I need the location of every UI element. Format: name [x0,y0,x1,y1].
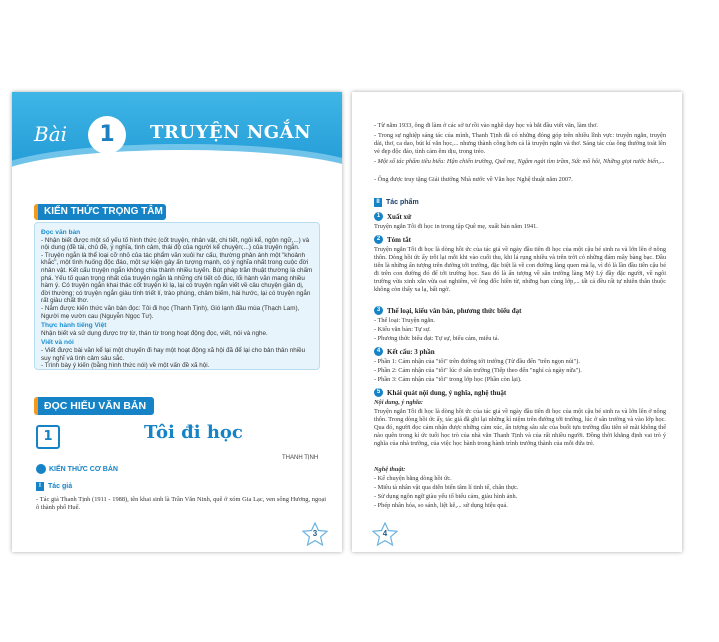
page-number-right: 4 [382,529,388,538]
overview-heading-row [374,388,506,397]
author-section-row [36,482,72,491]
genre-line-2: - Kiểu văn bản: Tự sự. [374,326,431,333]
genre-line-3: - Phương thức biểu đạt: Tự sự, biểu cảm, miêu tả. [374,335,500,342]
art-line-2: - Miêu tả nhân vật qua diễn biến tâm lí tinh tế, chân thực. [374,484,519,491]
origin-label: Xuất xứ [387,212,412,221]
art-line-4: - Phép nhân hóa, so sánh, liệt kê,... sử dụng hiệu quả. [374,502,508,509]
key-knowledge-box [34,222,320,370]
summary-label: Tóm tắt [387,235,411,244]
genre-number: 3 [374,306,383,315]
lesson-title: Tôi đi học [144,422,243,443]
structure-line-2: - Phần 2: Cảm nhận của "tôi" lúc ở sân trường (Tiếp theo đến "nghỉ cả ngày nữa"). [374,367,582,374]
overview-number: 5 [374,388,383,397]
basic-knowledge-row [36,464,118,474]
basic-knowledge-icon [36,464,46,474]
genre-line-1: - Thể loại: Truyện ngắn. [374,317,435,324]
lesson-author: THANH TỊNH [282,455,319,461]
page-number-star-right [372,522,398,546]
basic-knowledge-label: KIẾN THỨC CƠ BẢN [49,465,118,473]
structure-line-1: - Phần 1: Cảm nhận của "tôi" trên đường tới trường (Từ đầu đến "trên ngọn núi"). [374,358,580,365]
origin-heading-row [374,212,411,221]
reading-point-2: - Truyện ngắn là thể loại cỡ nhỏ của tác phẩm văn xuôi hư cấu, thường phản ánh một "khoảnh khắc", một tình huống độc đáo, một sự kiện gây ấn tượng mạnh, có ý nghĩa nhất trong cuộc đời nhân vật. Kết cấu truyện ngắn không chia thành nhiều tuyến. Bút pháp trần thuật thường là chấm phá. Yếu tố quan trọng nhất của truyện ngắn là những chi tiết cô đúc, lối hành văn mang nhiều hàm ý. Có truyện ngắn khai thác cốt truyện kì lạ, lại có truyện ngắn viết về câu chuyện giản dị, đời thường; có truyện ngắn giàu tính triết lí, trào phúng, châm biếm, hài hước, lại có truyện ngắn rất giàu chất thơ. [41,251,313,305]
structure-label: Kết cấu: 3 phần [387,347,435,356]
chapter-title: TRUYỆN NGẮN [150,122,312,143]
genre-heading-row [374,306,521,315]
work-section-badge: II [374,198,382,207]
art-line-3: - Sử dụng ngôn ngữ giàu yếu tố biểu cảm, giàu hình ảnh. [374,493,518,500]
chapter-number: 1 [88,116,126,154]
art-heading: Nghệ thuật: [374,466,406,473]
author-section-label: Tác giả [48,483,73,490]
art-line-1: - Kể chuyện bằng dòng hồi ức. [374,475,452,482]
summary-number: 2 [374,235,383,244]
reading-heading: Đọc văn bản [41,229,81,236]
author-career-line: - Từ năm 1933, ông đi làm ở các sở tư rồi vào nghề dạy học và bắt đầu viết văn, làm thơ. [374,122,598,129]
vietnamese-practice-heading: Thực hành tiếng Việt [41,322,107,330]
structure-line-3: - Phần 3: Cảm nhận của "tôi" trong lớp học (Phần còn lại). [374,376,522,383]
content-meaning-text: Truyện ngắn Tôi đi học là dòng hồi ức của tác giả về ngày đầu tiên đi học của một cậu bé sinh ra và lớn lên ở nông thôn. Trong dòng hồi ức ấy, tác giả đã ghi lại những kỉ niệm trên đường tới trường, lúc ở sân trường và vào lớp học. Qua đó, người đọc cảm nhận được những cảm xúc, ấn tượng sâu sắc của buổi tựu trường đầu tiên sẽ mãi không thể nào quên trong kí ức tuổi học trò của nhà văn Thanh Tịnh và của rất nhiều người. Đồng thời khẳng định vai trò ý nghĩa của nhà trường, của việc học hành trong hành trình trưởng thành của mỗi đứa trẻ. [374,408,666,447]
origin-number: 1 [374,212,383,221]
content-meaning-heading: Nội dung, ý nghĩa: [374,399,423,406]
vietnamese-practice-point: Nhận biết và sử dụng được trợ từ, thán từ trong hoạt động đọc, viết, nói và nghe. [41,329,268,337]
author-description: - Tác giả Thanh Tịnh (1911 - 1988), tên khai sinh là Trần Văn Ninh, quê ở xóm Gia Lạc, ven sông Hương, ngoại ô thành phố Huế. [36,496,326,511]
work-section-row [374,198,419,207]
page-right [352,92,682,552]
writing-point-1: - Viết được bài văn kể lại một chuyến đi hay một hoạt động xã hội đã để lại cho bản thân nhiều suy nghĩ và tình cảm sâu sắc. [41,346,306,362]
author-section-badge: I [36,482,44,491]
reading-point-3: - Nắm được kiến thức văn bản đọc: Tôi đi học (Thanh Tịnh), Gió lạnh đầu mùa (Thạch Lam), Người mẹ vườn cau (Nguyễn Ngọc Tư). [41,304,300,320]
summary-heading-row [374,235,411,244]
page-number-left: 3 [312,529,318,538]
origin-text: Truyện ngắn Tôi đi học in trong tập Quê mẹ, xuất bản năm 1941. [374,223,538,230]
reading-point-1: - Nhận biết được một số yếu tố hình thức (cốt truyện, nhân vật, chi tiết, ngôi kể, ngôn ngữ,...) và nội dung (đề tài, chủ đề, ý nghĩa, tình cảm, thái độ của người kể chuyện;...) của truyện ngắn. [41,236,310,252]
structure-number: 4 [374,347,383,356]
writing-point-2: - Trình bày ý kiến (bằng hình thức nói) về một vấn đề xã hội. [41,362,210,370]
author-award-line: - Ông được truy tặng Giải thưởng Nhà nước về Văn học Nghệ thuật năm 2007. [374,176,573,183]
lesson-number: 1 [36,425,60,449]
structure-heading-row [374,347,435,356]
genre-label: Thể loại, kiểu văn bản, phương thức biểu đạt [387,306,522,315]
page-number-star-left [302,522,328,546]
author-contribution-line: - Trong sự nghiệp sáng tác của mình, Thanh Tịnh đã có những đóng góp trên nhiều lĩnh vực: truyện ngắn, truyện dài, thơ, ca dao, bút kí văn học,... nhưng thành công hơn cả là truyện ngắn và thơ. Sáng tác của ông thường toát lên vẻ đẹp độc đáo, tình cảm êm dịu, trong trẻo. [374,132,666,155]
writing-speaking-heading: Viết và nói [41,339,74,347]
work-section-label: Tác phẩm [386,199,419,206]
key-knowledge-heading: KIẾN THỨC TRỌNG TÂM [34,204,166,220]
author-works-line: - Một số tác phẩm tiêu biểu: Hận chiến trường, Quê mẹ, Ngậm ngải tìm trầm, Sức mồ hôi, Những giọt nước biển,... [374,158,665,165]
summary-text: Truyện ngắn Tôi đi học là dòng hồi ức của tác giả về ngày đầu tiên đi học của một cậu bé sinh ra và lớn lên ở nông thôn. Dòng hồi ức ấy trỗi lại mỗi khi vào cuối thu, khi lá rụng nhiều và trên trời có những đám mây bàng bạc. Đầu tiên là những ấn tượng trên đường tới trường, đặc biệt là về con đường làng quen mà lạ, vì đó là lần đầu tiên cậu bé đi trên con đường đó để tới trường học. Sau đó là ấn tượng về sân trường làng Mỹ Lý đầy đặc người, về ngôi trường vừa xinh xắn vừa oai nghiêm, về ông đốc hiền từ, những bạn cùng lớp,... tất cả đều rất tự nhiên thân thuộc không còn thấy xa lạ, bất ngờ. [374,246,666,293]
reading-comprehension-heading: ĐỌC HIỂU VĂN BẢN [34,397,154,415]
overview-label: Khái quát nội dung, ý nghĩa, nghệ thuật [387,388,507,397]
chapter-banner [12,92,342,180]
chapter-label: Bài [34,122,68,146]
page-left [12,92,342,552]
